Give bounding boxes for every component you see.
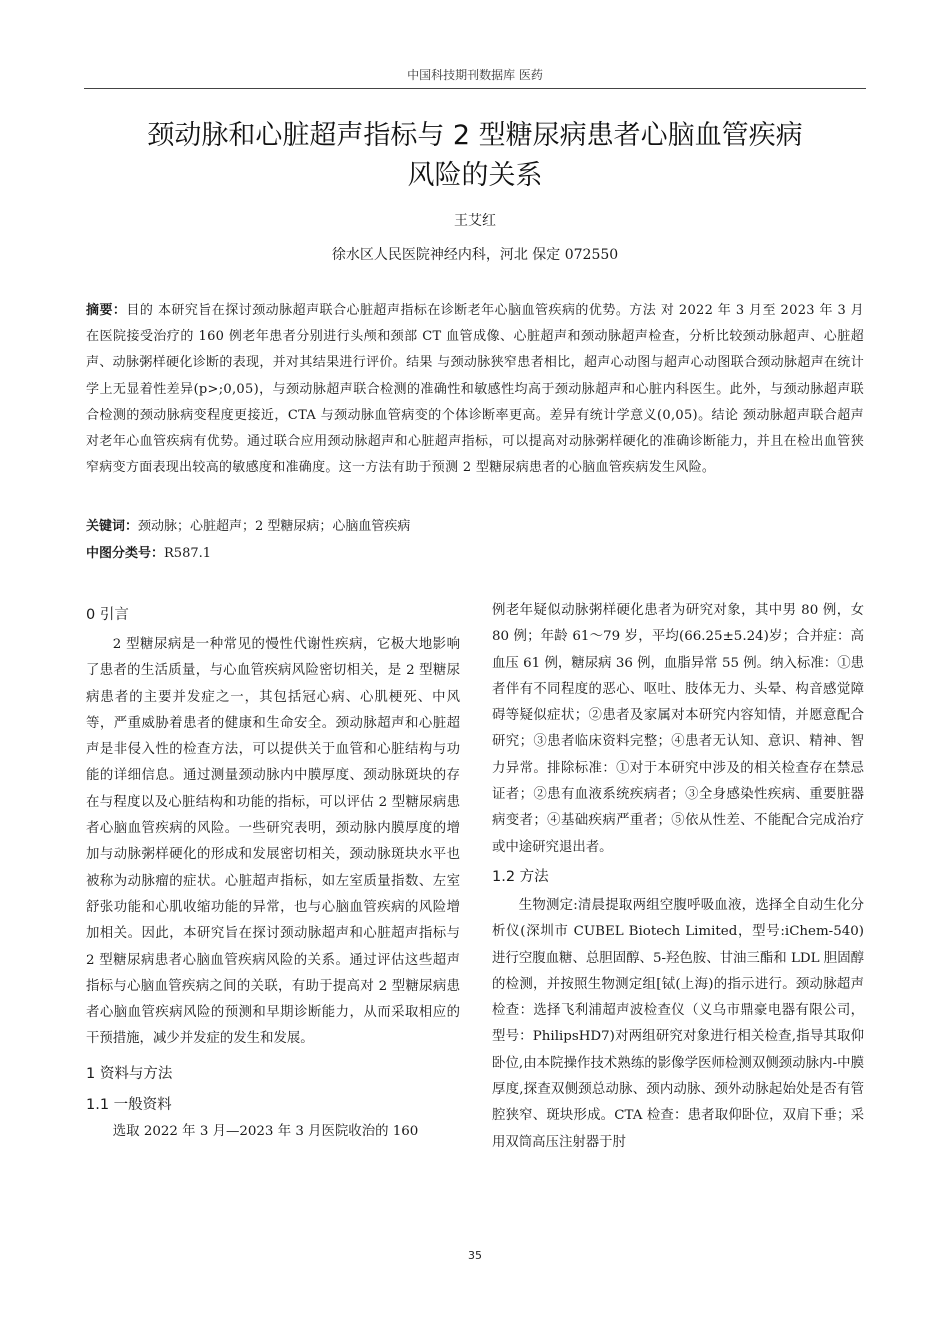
title-line-2: 风险的关系 [407, 160, 543, 191]
affiliation: 徐水区人民医院神经内科，河北 保定 072550 [331, 247, 619, 263]
author: 王艾红 [454, 213, 496, 229]
header-divider [84, 88, 866, 89]
classification-code: R587.1 [164, 546, 212, 561]
right-column [492, 598, 864, 1156]
keywords-label: 关键词： [86, 519, 139, 534]
abstract [86, 298, 864, 481]
intro-paragraph: 2 型糖尿病是一种常见的慢性代谢性疾病，它极大地影响了患者的生活质量，与心血管疾病风险密切相关，是 2 型糖尿病患者的主要并发症之一，其包括冠心病、心肌梗死、中风等，严重威胁着患者的健康和生命安全。颈动脉超声和心脏超声是非侵入性的检查方法，可以提供关于血管和心脏结构与功能的详细信息。通过测量颈动脉内中膜厚度、颈动脉斑块的存在与程度以及心脏结构和功能的指标，可以评估 2 型糖尿病患者心脑血管疾病的风险。一些研究表明，颈动脉内膜厚度的增加与动脉粥样硬化的形成和发展密切相关，颈动脉斑块水平也被称为动脉瘤的症状。心脏超声指标，如左室质量指数、左室舒张功能和心肌收缩功能的异常，也与心脑血管疾病的风险增加相关。因此，本研究旨在探讨颈动脉超声和心脏超声指标与 2 型糖尿病患者心脑血管疾病风险的关系。通过评估这些超声指标与心脑血管疾病之间的关联，有助于提高对 2 型糖尿病患者心脑血管疾病风险的预测和早期诊断能力，从而采取相应的干预措施，减少并发症的发生和发展。 [86, 637, 460, 1047]
general-paragraph-continued: 例老年疑似动脉粥样硬化患者为研究对象，其中男 80 例，女 80 例；年龄 61～79 岁，平均(66.25±5.24)岁；合并症：高血压 61 例，糖尿病 36 例，血脂异常 55 例。纳入标准：①患者伴有不同程度的恶心、呕吐、肢体无力、头晕、构音感觉障碍等疑似症状；②患者及家属对本研究内容知情，并愿意配合研究；③患者临床资料完整；④患者无认知、意识、精神、智力异常。排除标准：①对于本研究中涉及的相关检查存在禁忌证者；②患有血液系统疾病者；③全身感染性疾病、重要脏器病变者；④基础疾病严重者；⑤依从性差、不能配合完成治疗或中途研究退出者。 [492, 603, 864, 855]
title-line-1: 颈动脉和心脏超声指标与 2 型糖尿病患者心脑血管疾病 [147, 120, 803, 151]
abstract-text: 目的 本研究旨在探讨颈动脉超声联合心脏超声指标在诊断老年心脑血管疾病的优势。方法 对 2022 年 3 月至 2023 年 3 月在医院接受治疗的 160 例老年患者分别进行头颅和颈部 CT 血管成像、心脏超声和颈动脉超声检查，分析比较颈动脉超声、心脏超声、动脉粥样硬化诊断的表现，并对其结果进行评价。结果 与颈动脉狭窄患者相比，超声心动图与超声心动图联合颈动脉超声在统计学上无显着性差异(p>;0,05)，与颈动脉超声联合检测的准确性和敏感性均高于颈动脉超声和心脏内科医生。此外，与颈动脉超声联合检测的颈动脉病变程度更接近，CTA 与颈动脉血管病变的个体诊断率更高。差异有统计学意义(0,05)。结论 颈动脉超声联合超声对老年心血管疾病有优势。通过联合应用颈动脉超声和心脏超声指标，可以提高对动脉粥样硬化的准确诊断能力，并且在检出血管狭窄病变方面表现出较高的敏感度和准确度。这一方法有助于预测 2 型糖尿病患者的心脑血管疾病发生风险。 [86, 303, 864, 476]
keywords-text: 颈动脉；心脏超声；2 型糖尿病；心脑血管疾病 [138, 519, 411, 534]
subsection-heading-method: 1.2 方法 [492, 868, 549, 885]
page-number: 35 [468, 1249, 482, 1262]
general-paragraph-start: 选取 2022 年 3 月—2023 年 3 月医院收治的 160 [112, 1123, 419, 1139]
journal-header: 中国科技期刊数据库 医药 [407, 68, 543, 82]
paper-title [60, 116, 890, 196]
classification-label: 中图分类号： [86, 546, 165, 561]
left-column [86, 598, 460, 1145]
methods-paragraph: 生物测定:清晨提取两组空腹呼吸血液，选择全自动生化分析仪(深圳市 CUBEL Biotech Limited，型号:iChem-540)进行空腹血糖、总胆固醇、5-羟色胺、甘油三酯和 LDL 胆固醇的检测，并按照生物测定组[铽(上海)的指示进行。颈动脉超声检查：选择飞利浦超声波检查仪（义乌市鼎豪电器有限公司，型号：PhilipsHD7)对两组研究对象进行相关检查,指导其取仰卧位,由本院操作技术熟练的影像学医师检测双侧颈动脉内-中膜厚度,探查双侧颈总动脉、颈内动脉、颈外动脉起始处是否有管腔狭窄、斑块形成。CTA 检查：患者取仰卧位，双肩下垂；采用双筒高压注射器于肘 [492, 897, 864, 1150]
classification [86, 542, 864, 566]
keywords [86, 515, 864, 539]
subsection-heading-general: 1.1 一般资料 [86, 1096, 172, 1113]
section-heading-intro: 0 引言 [86, 607, 129, 623]
abstract-label: 摘要： [86, 303, 127, 318]
section-heading-methods: 1 资料与方法 [86, 1065, 173, 1082]
